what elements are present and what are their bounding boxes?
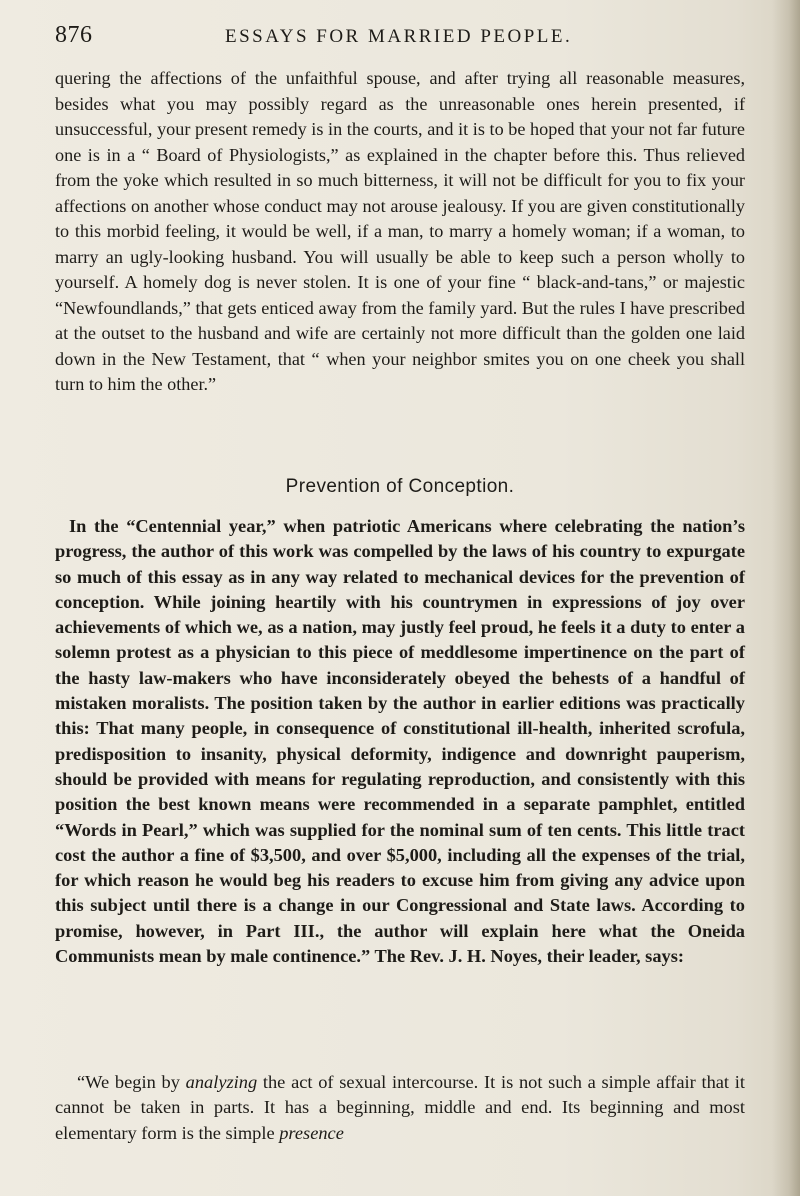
paragraph-jealousy-remedies: [55, 66, 745, 398]
emphasis-word: analyzing: [185, 1072, 258, 1092]
paragraph-noyes-quote: [55, 1070, 745, 1146]
quote-text-middle: the act of sexual intercourse. It is not such a simple affair that it cannot be taken in parts. It has a beginning, middle and end. Its beginning and most elementary form is the simple: [55, 1072, 745, 1143]
quote-text-start: “We begin by: [77, 1072, 186, 1092]
page-number: 876: [55, 22, 93, 48]
section-heading: Prevention of Conception.: [285, 476, 515, 497]
paragraph-text: In the “Centennial year,” when patriotic Americans where celebrating the nation’s progress, the author of this work was compelled by the laws of his country to expurgate so much of this essay as in any way related to mechanical devices for the prevention of conception. While joining heartily with his countrymen in expressions of joy over achievements of which we, as a nation, may justly feel proud, he feels it a duty to enter a solemn protest as a physician to this piece of meddlesome impertinence on the part of the hasty law-makers who have inconsiderately obeyed the behests of a handful of mistaken moralists. The position taken by the author in earlier editions was practically this: That many people, in consequence of constitutional ill-health, inherited scrofula, predisposition to insanity, physical deformity, indigence and downright pauperism, should be provided with means for regulating reproduction, and consistently with this position the best known means were recommended in a separate pamphlet, entitled “Words in Pearl,” which was supplied for the nominal sum of ten cents. This little tract cost the author a fine of $3,500, and over $5,000, including all the expenses of the trial, for which reason he would beg his readers to excuse him from giving any advice upon this subject until there is a change in our Congressional and State laws. According to promise, however, in Part III., the author will explain here what the Oneida Communists mean by male continence.” The Rev. J. H. Noyes, their leader, says:: [55, 516, 745, 967]
paragraph-centennial-year: [55, 514, 745, 969]
page-header: [55, 22, 745, 52]
paragraph-text: quering the affections of the unfaithful spouse, and after trying all reasonable measures, besides what you may possibly regard as the unreasonable ones herein presented, if unsuccessful, your present remedy is in the courts, and it is to be hoped that your not far future one is in a “ Board of Physiologists,” as explained in the chapter before this. Thus relieved from the yoke which resulted in so much bitterness, it will not be difficult for you to fix your affections on another whose conduct may not arouse jealousy. If you are given constitutionally to this morbid feeling, it would be well, if a man, to marry a homely woman; if a woman, to marry an ugly-looking husband. You will usually be able to keep such a person wholly to yourself. A homely dog is never stolen. It is one of your fine “ black-and-tans,” or majestic “Newfoundlands,” that gets enticed away from the family yard. But the rules I have prescribed at the outset to the husband and wife are certainly not more difficult than the golden one laid down in the New Testament, that “ when your neighbor smites you on one cheek you shall turn to him the other.”: [55, 68, 745, 394]
running-head: ESSAYS FOR MARRIED PEOPLE.: [225, 26, 573, 47]
trailing-word: presence: [279, 1122, 344, 1143]
page-edge-shadow: [772, 0, 800, 1196]
